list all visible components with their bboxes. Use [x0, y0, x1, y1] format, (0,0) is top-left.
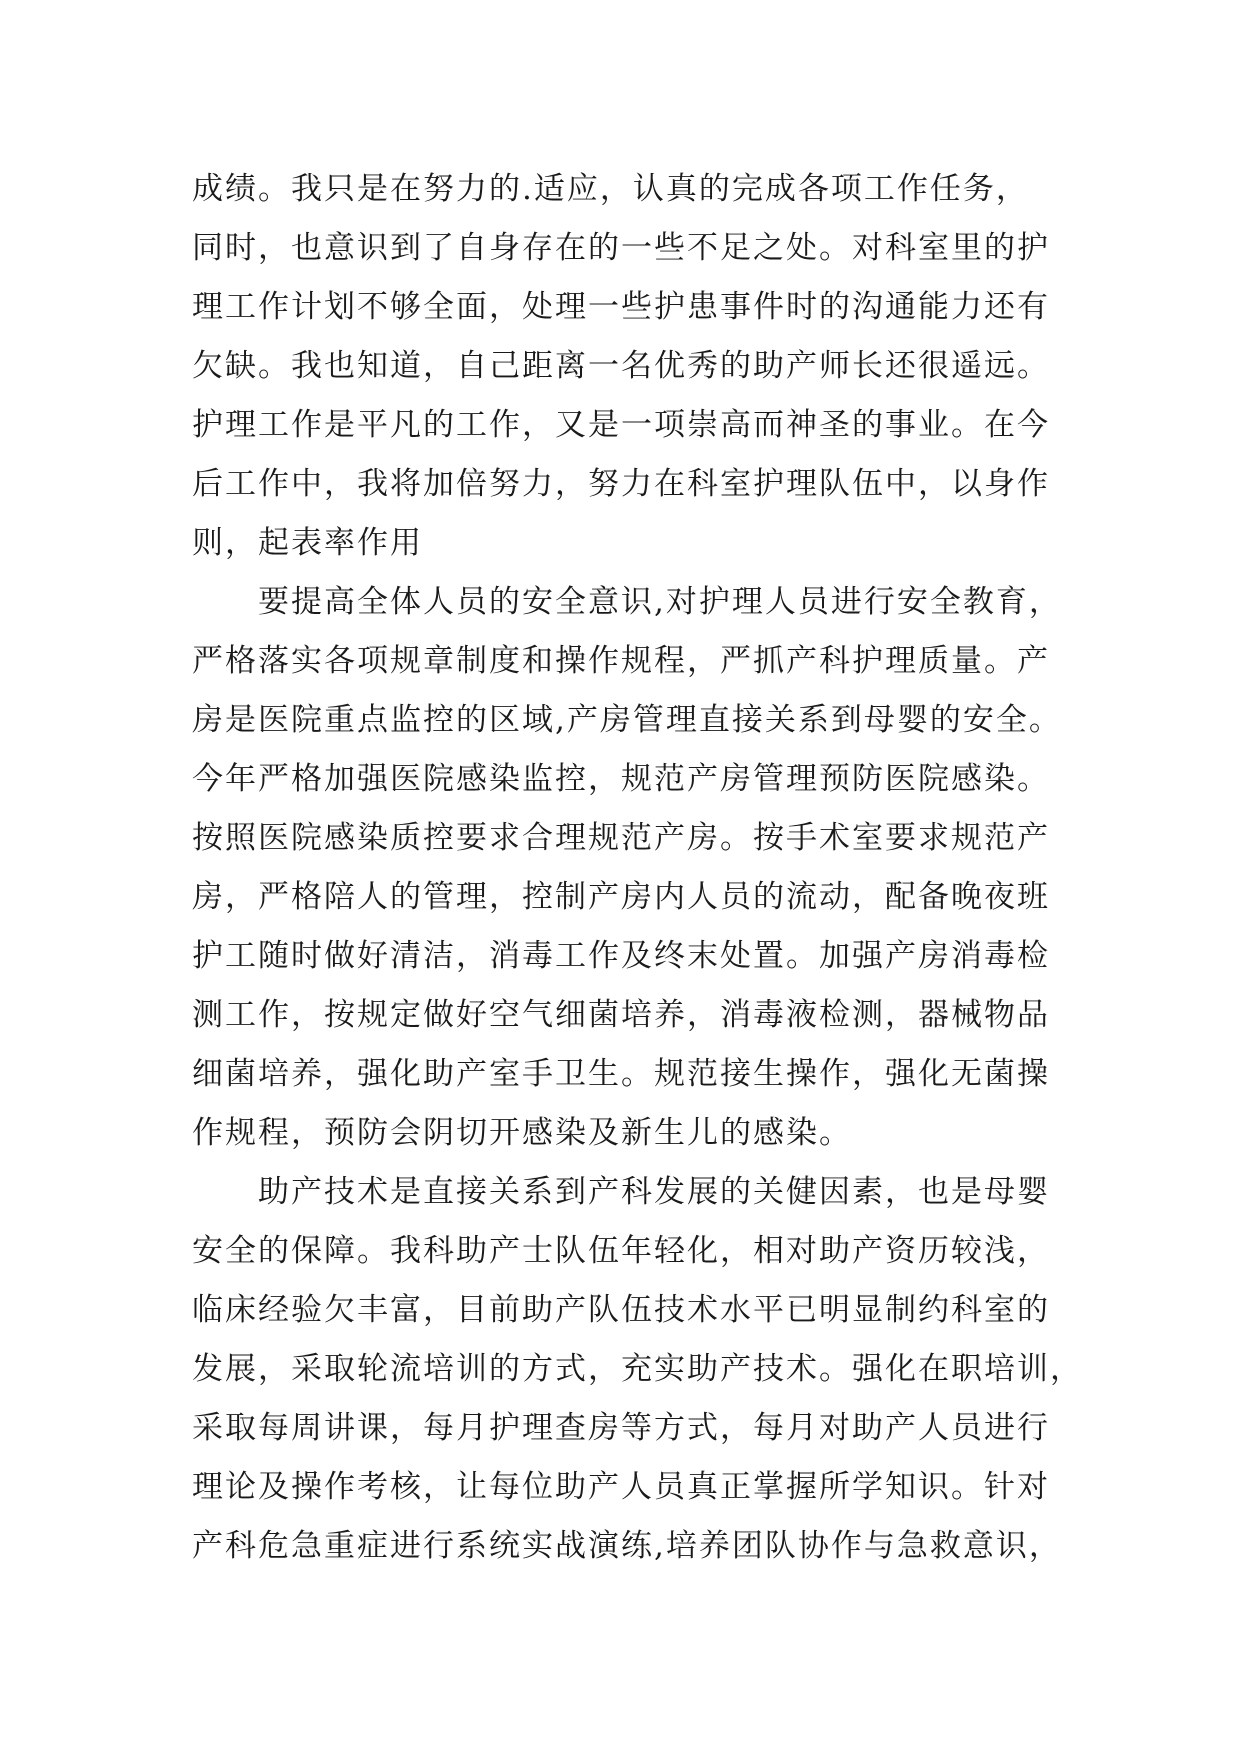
- text-line: 严格落实各项规章制度和操作规程，严抓产科护理质量。产: [192, 643, 1050, 679]
- text-line: 产科危急重症进行系统实战演练,培养团队协作与急救意识，: [192, 1528, 1062, 1564]
- text-line: 助产技术是直接关系到产科发展的关健因素，也是母婴: [192, 1174, 1050, 1210]
- text-line: 护工随时做好清洁，消毒工作及终末处置。加强产房消毒检: [192, 938, 1050, 974]
- text-line: 成绩。我只是在努力的.适应，认真的完成各项工作任务，: [192, 171, 1029, 207]
- text-line: 今年严格加强医院感染监控，规范产房管理预防医院感染。: [192, 761, 1050, 797]
- body-text: [192, 160, 1083, 1576]
- text-line: 采取每周讲课，每月护理查房等方式，每月对助产人员进行: [192, 1410, 1050, 1446]
- text-line: 作规程，预防会阴切开感染及新生儿的感染。: [192, 1115, 852, 1151]
- text-line: 后工作中，我将加倍努力，努力在科室护理队伍中，以身作: [192, 466, 1050, 502]
- text-line: 护理工作是平凡的工作，又是一项崇高而神圣的事业。在今: [192, 407, 1050, 443]
- text-line: 安全的保障。我科助产士队伍年轻化，相对助产资历较浅，: [192, 1233, 1050, 1269]
- text-line: 理工作计划不够全面，处理一些护患事件时的沟通能力还有: [192, 289, 1050, 325]
- text-line: 理论及操作考核，让每位助产人员真正掌握所学知识。针对: [192, 1469, 1050, 1505]
- text-line: 临床经验欠丰富，目前助产队伍技术水平已明显制约科室的: [192, 1292, 1050, 1328]
- text-line: 要提高全体人员的安全意识,对护理人员进行安全教育，: [192, 584, 1062, 620]
- text-line: 同时，也意识到了自身存在的一些不足之处。对科室里的护: [192, 230, 1050, 266]
- text-line: 测工作，按规定做好空气细菌培养，消毒液检测，器械物品: [192, 997, 1050, 1033]
- text-line: 细菌培养，强化助产室手卫生。规范接生操作，强化无菌操: [192, 1056, 1050, 1092]
- text-line: 房，严格陪人的管理，控制产房内人员的流动，配备晚夜班: [192, 879, 1050, 915]
- text-line: 欠缺。我也知道，自己距离一名优秀的助产师长还很遥远。: [192, 348, 1050, 384]
- text-line: 房是医院重点监控的区域,产房管理直接关系到母婴的安全。: [192, 702, 1062, 738]
- text-line: 则，起表率作用: [192, 525, 423, 561]
- text-line: 按照医院感染质控要求合理规范产房。按手术室要求规范产: [192, 820, 1050, 856]
- text-line: 发展，采取轮流培训的方式，充实助产技术。强化在职培训，: [192, 1351, 1083, 1387]
